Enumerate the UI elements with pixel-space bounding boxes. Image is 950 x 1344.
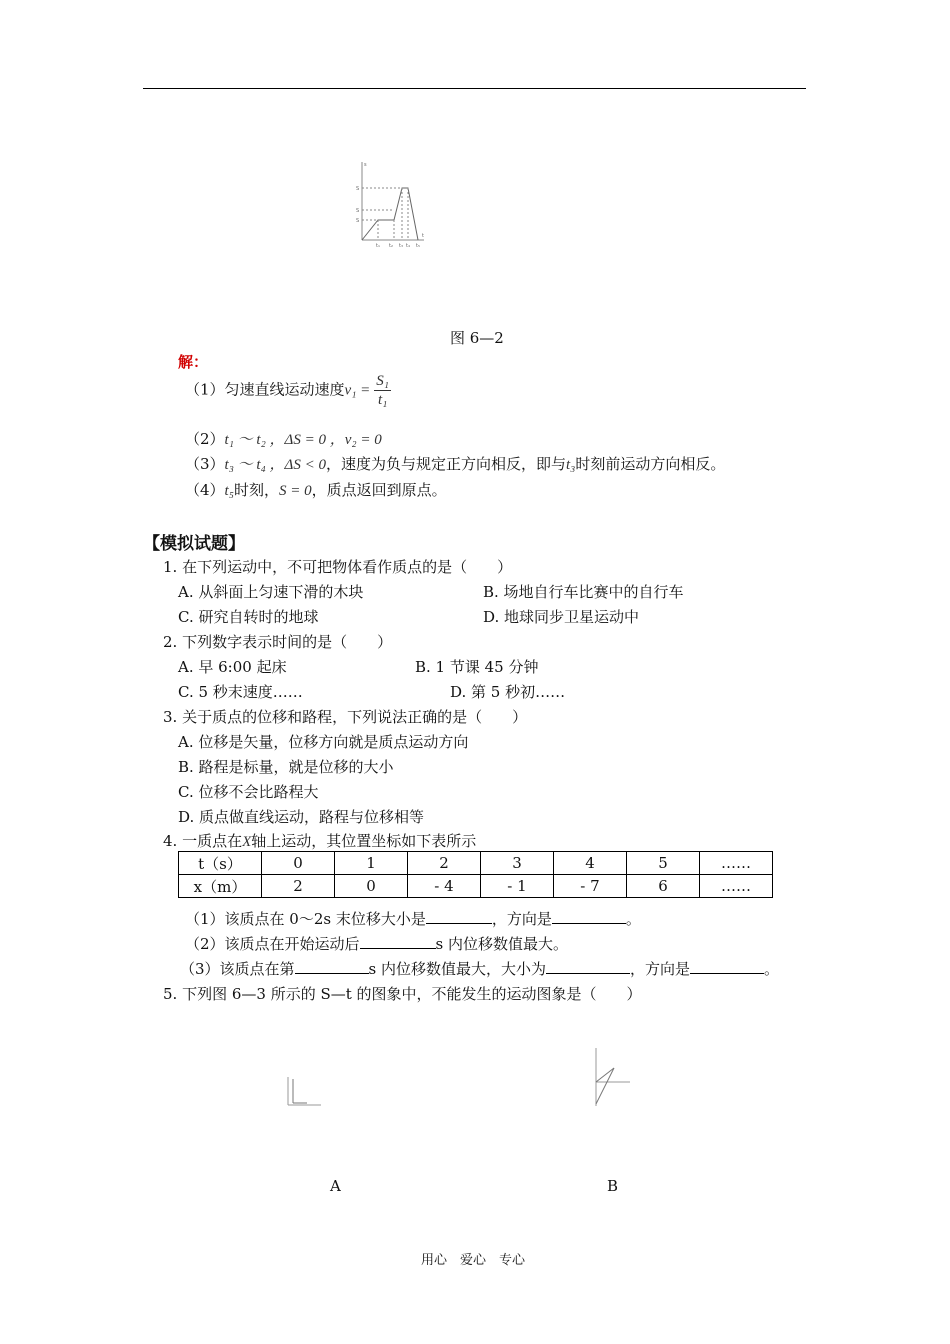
fraction-denominator: t₁ [377, 392, 388, 408]
table-cell: 4 [554, 852, 627, 875]
solution-line-4-prefix: （4） [185, 481, 225, 499]
q4-stem-a: 4. 一质点在 [163, 832, 243, 850]
s-tick: S [356, 186, 360, 192]
x-header: x（m） [179, 875, 262, 898]
solution-label: 解： [178, 353, 209, 371]
table-cell: 5 [627, 852, 700, 875]
graph-b [590, 1044, 636, 1110]
answer-blank[interactable] [552, 909, 626, 924]
t-header: t（s） [179, 852, 262, 875]
q3-option-b: B. 路程是标量，就是位移的大小 [178, 758, 394, 776]
q4-part-1-b: ，方向是 [491, 910, 552, 928]
solution-line-4 [185, 479, 447, 500]
q2-stem: 2. 下列数字表示时间的是（ ） [163, 633, 393, 651]
q3-option-d: D. 质点做直线运动，路程与位移相等 [178, 808, 425, 826]
solution-line-4-text: 时刻， [233, 481, 279, 499]
q1-stem: 1. 在下列运动中，不可把物体看作质点的是（ ） [163, 558, 513, 576]
graph-a-label: A [330, 1177, 341, 1195]
q5-stem: 5. 下列图 6—3 所示的 S—t 的图象中，不能发生的运动图象是（ ） [163, 985, 642, 1003]
t-tick: t₄ [406, 243, 410, 248]
q4-part-2-b: s 内位移数值最大。 [435, 935, 569, 953]
table-cell: - 7 [554, 875, 627, 898]
solution-line-3-text2: 时刻前运动方向相反。 [575, 455, 726, 473]
solution-line-1-text: （1）匀速直线运动速度 [185, 380, 345, 399]
q2-option-c: C. 5 秒末速度…… [178, 683, 303, 701]
q1-option-c: C. 研究自转时的地球 [178, 608, 319, 626]
table-cell: 1 [335, 852, 408, 875]
q3-option-c: C. 位移不会比路程大 [178, 783, 319, 801]
s-axis-label: s [364, 162, 367, 168]
table-cell: - 1 [481, 875, 554, 898]
solution-line-3-prefix: （3） [185, 455, 225, 473]
table-row [179, 875, 773, 898]
q3-option-a: A. 位移是矢量，位移方向就是质点运动方向 [178, 733, 469, 751]
answer-blank[interactable] [426, 909, 492, 924]
t-tick: t₁ [376, 243, 380, 248]
t-tick: t₃ [399, 243, 403, 248]
table-cell: 3 [481, 852, 554, 875]
solution-line-2-prefix: （2） [185, 430, 225, 448]
table-cell: 0 [262, 852, 335, 875]
position-table [178, 851, 773, 898]
page-footer: 用心 爱心 专心 [421, 1253, 526, 1268]
solution-line-4-text2: ，质点返回到原点。 [311, 481, 447, 499]
q4-part-3-end: 。 [764, 960, 780, 978]
q2-option-a: A. 早 6:00 起床 [178, 658, 287, 676]
s-tick: S [356, 208, 360, 214]
solution-line-3 [185, 453, 725, 474]
solution-line-4-formula: S = 0 [278, 483, 312, 499]
velocity-fraction [374, 372, 391, 409]
t-tick: t₅ [416, 243, 420, 248]
answer-blank[interactable] [546, 959, 630, 974]
table-cell: - 4 [408, 875, 481, 898]
solution-line-4-t5: t₅ [224, 483, 234, 499]
motion-line [596, 1068, 614, 1082]
q4-stem-x: X [242, 834, 252, 850]
q2-option-d: D. 第 5 秒初…… [450, 683, 566, 701]
table-cell: …… [700, 875, 773, 898]
t-tick: t₂ [389, 243, 393, 248]
section-title: 【模拟试题】 [143, 534, 245, 554]
q4-part-3-c: ，方向是 [630, 960, 691, 978]
solution-line-3-t3: t₃ [566, 457, 576, 473]
table-cell: 6 [627, 875, 700, 898]
table-cell: 2 [408, 852, 481, 875]
answer-blank[interactable] [690, 959, 764, 974]
solution-line-3-text: ，速度为负与规定正方向相反，即与 [326, 455, 567, 473]
table-cell: 2 [262, 875, 335, 898]
figure-6-2-graph [350, 158, 430, 248]
q1-option-b: B. 场地自行车比赛中的自行车 [483, 583, 684, 601]
q4-stem [163, 830, 476, 851]
motion-line [596, 1068, 614, 1104]
figure-6-2-caption: 图 6—2 [450, 329, 504, 347]
q4-part-3-a: （3）该质点在第 [180, 960, 295, 978]
table-cell: 0 [335, 875, 408, 898]
solution-line-3-formula: t₃ ～ t₄ ，ΔS < 0 [224, 457, 326, 473]
table-cell: …… [700, 852, 773, 875]
graph-b-label: B [607, 1177, 619, 1195]
answer-blank[interactable] [295, 959, 369, 974]
solution-line-2 [185, 428, 382, 449]
q4-part-3 [180, 958, 779, 979]
header-rule [143, 88, 806, 89]
graph-a [283, 1073, 325, 1109]
q3-stem: 3. 关于质点的位移和路程，下列说法正确的是（ ） [163, 708, 528, 726]
solution-line-1-formula: v₁ = [344, 382, 371, 399]
q4-part-1-end: 。 [625, 910, 641, 928]
t-axis-label: t [422, 233, 424, 239]
q4-part-2 [185, 933, 568, 954]
s-tick: S [356, 218, 360, 224]
motion-line [362, 188, 418, 240]
solution-line-2-formula: t₁ ～ t₂ ，ΔS = 0 ，v₂ = 0 [224, 432, 382, 448]
table-row [179, 852, 773, 875]
q4-part-1-a: （1）该质点在 0～2s 末位移大小是 [185, 910, 426, 928]
q4-part-3-b: s 内位移数值最大，大小为 [368, 960, 547, 978]
answer-blank[interactable] [360, 934, 436, 949]
q4-part-2-a: （2）该质点在开始运动后 [185, 935, 360, 953]
q1-option-a: A. 从斜面上匀速下滑的木块 [178, 583, 364, 601]
q1-option-d: D. 地球同步卫星运动中 [483, 608, 640, 626]
fraction-numerator: S₁ [376, 373, 390, 389]
q4-part-1 [185, 908, 641, 929]
solution-line-1 [185, 372, 391, 409]
q2-option-b: B. 1 节课 45 分钟 [415, 658, 539, 676]
q4-stem-b: 轴上运动，其位置坐标如下表所示 [251, 832, 477, 850]
